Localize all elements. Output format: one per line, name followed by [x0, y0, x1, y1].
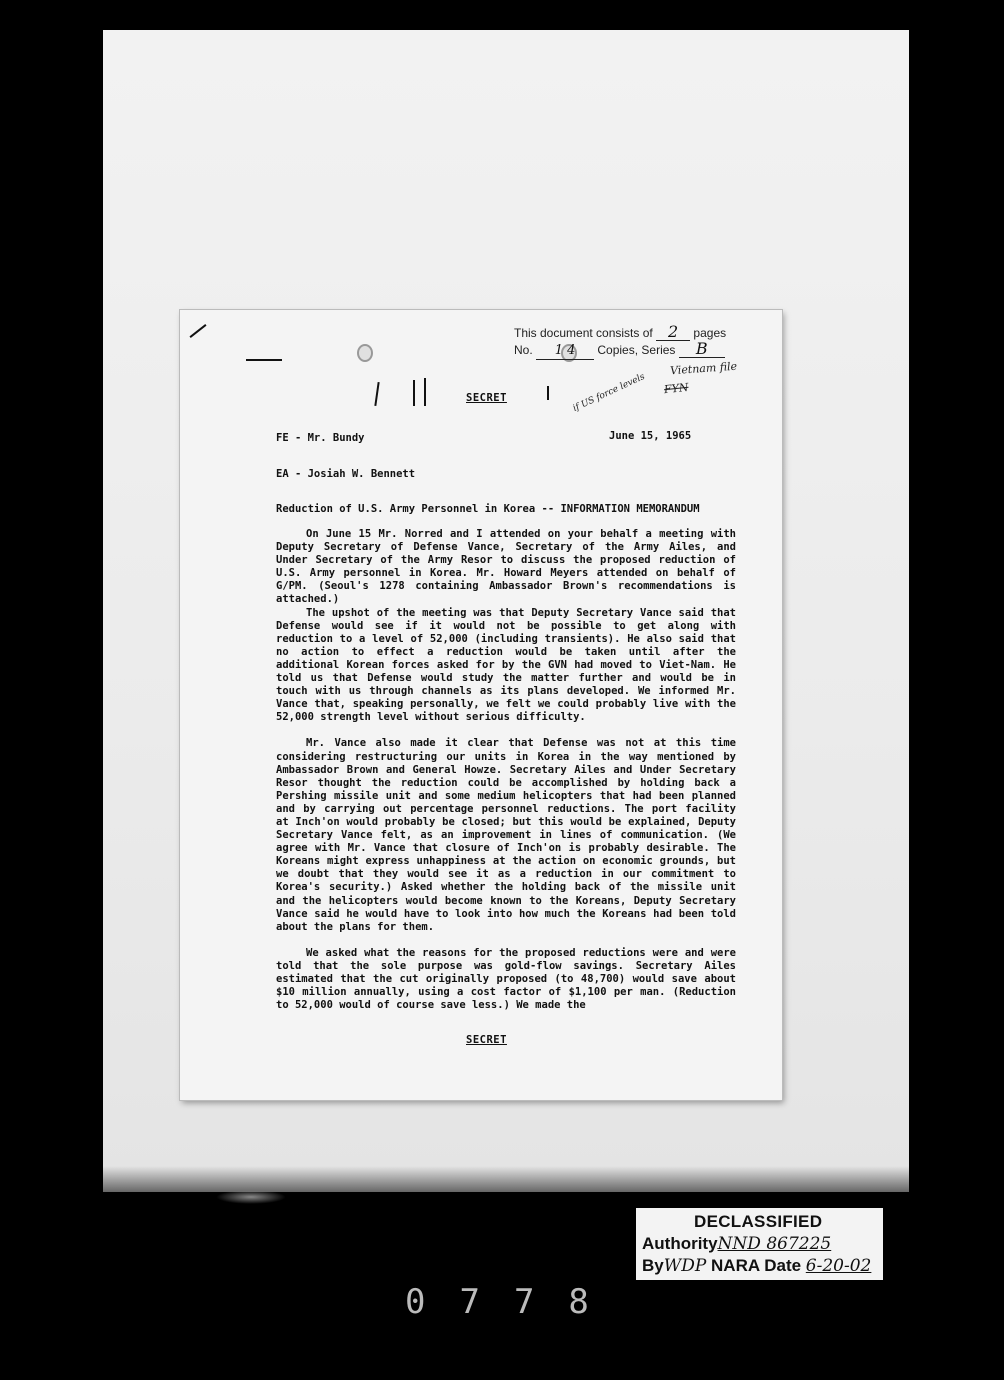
copies-pages-label: pages [693, 326, 727, 340]
classification-bottom: SECRET [466, 1034, 507, 1046]
classification-top: SECRET [466, 392, 507, 404]
copies-series-value: B [679, 341, 725, 358]
corner-stroke [190, 324, 207, 338]
stamp-nara-label: NARA Date [711, 1256, 802, 1275]
stamp-authority-value: NND 867225 [717, 1234, 832, 1254]
paragraph: We asked what the reasons for the proposed reductions were and were told that the sole purpose was gold-flow savings. Secretary Ailes estimated that the cut originally proposed (to 48,700) would save about $10 million annually, using a cost factor of $1,100 per man. (Reduction to 52,000 would of course save less.) We made the [276, 946, 736, 1012]
memo-from: EA - Josiah W. Bennett [276, 468, 416, 480]
punch-hole-left [357, 344, 373, 362]
copies-no-value: 1 4 [536, 343, 594, 360]
right-scribble: Vietnam file [669, 359, 738, 378]
right-scribble-2: FYN [663, 380, 690, 397]
paragraph: The upshot of the meeting was that Deputy Secretary Vance said that Defense would see if it would not be possible to get along with reduction to a level of 52,000 (including transients). He also said that no action to effect a reduction would be taken until after the additional Korean forces asked for by the GVN had moved to Viet-Nam. He told us that Defense would study the matter further and would be in touch with us through channels as its plans developed. We informed Mr. Vance that, speaking personally, we felt we could probably live with the 52,000 strength level without serious difficulty. [276, 606, 736, 724]
declassified-stamp [636, 1208, 883, 1280]
copies-series-label: Copies, Series [597, 343, 676, 357]
dash-mark [246, 359, 282, 361]
copies-prefix: This document consists of [514, 326, 653, 340]
stamp-nara-value: 6-20-02 [805, 1256, 872, 1276]
frame-number: 0778 [405, 1282, 623, 1322]
copies-no-label: No. [514, 343, 533, 357]
copies-block [514, 324, 726, 360]
center-scribble: if US force levels [571, 371, 647, 415]
memo-page [180, 310, 782, 1100]
stamp-authority-label: Authority [642, 1234, 718, 1253]
stamp-by-date [642, 1256, 871, 1276]
memo-subject: Reduction of U.S. Army Personnel in Korea -- INFORMATION MEMORANDUM [276, 503, 700, 515]
handwritten-stroke [547, 386, 549, 400]
paragraph: Mr. Vance also made it clear that Defense was not at this time considering restructuring our units in Korea in the way mentioned by Ambassador Brown and General Howze. Secretary Ailes and Under Secretary Resor thought the reduction could be accomplished by holding back a Pershing missile unit and some medium helicopters that had been planned and by carrying out percentage personnel reductions. The port facility at Inch'on would probably be closed; but this would be explained, Deputy Secretary Vance felt, as an improvement in lines of communication. (We agree with Mr. Vance that closure of Inch'on is probably desirable. The Koreans might express unhappiness at the action on economic grounds, but we doubt that they would see it as a reduction in our commitment to Korea's security.) Asked whether the holding back of the missile unit and the helicopters would become known to the Koreans, Deputy Secretary Vance said he would have to look into how much the Koreans had been told about the plans for them. [276, 737, 736, 933]
stamp-by-label: By [642, 1256, 664, 1275]
memo-date: June 15, 1965 [609, 430, 692, 442]
copies-pages-number: 2 [656, 324, 690, 341]
stamp-by-value: WDP [663, 1256, 707, 1276]
sheet-edge-shadow [103, 1166, 909, 1192]
handwritten-stroke [413, 380, 415, 406]
smudge [216, 1190, 286, 1204]
handwritten-stroke [374, 382, 379, 406]
paragraph: On June 15 Mr. Norred and I attended on your behalf a meeting with Deputy Secretary of Defense Vance, Secretary of the Army Ailes, and Under Secretary of the Army Resor to discuss the proposed reduction of U.S. Army personnel in Korea. Mr. Howard Meyers attended on behalf of G/PM. (Seoul's 1278 containing Ambassador Brown's recommendations is attached.) [276, 528, 736, 606]
memo-to: FE - Mr. Bundy [276, 432, 365, 444]
stamp-title: DECLASSIFIED [694, 1212, 823, 1231]
copies-line-1 [514, 324, 726, 341]
stamp-authority [642, 1234, 831, 1254]
memo-body [276, 528, 736, 1025]
copies-line-2 [514, 341, 726, 360]
handwritten-stroke [424, 378, 426, 406]
